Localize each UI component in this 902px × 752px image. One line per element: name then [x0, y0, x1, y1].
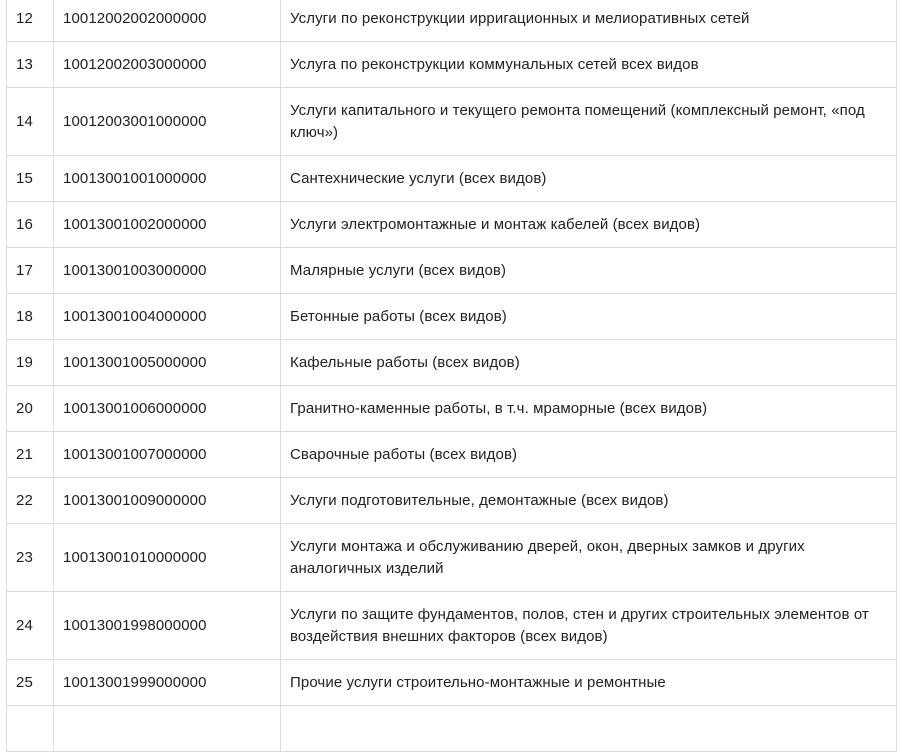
table-row [7, 294, 897, 340]
row-number: 25 [7, 660, 54, 706]
service-code: 10012002003000000 [54, 42, 281, 88]
service-description: Кафельные работы (всех видов) [281, 340, 897, 386]
row-number: 21 [7, 432, 54, 478]
table-row [7, 524, 897, 592]
service-code: 10013001006000000 [54, 386, 281, 432]
table-row [7, 88, 897, 156]
service-code: 10013001004000000 [54, 294, 281, 340]
row-number: 13 [7, 42, 54, 88]
row-number: 24 [7, 592, 54, 660]
table-row [7, 432, 897, 478]
row-number: 16 [7, 202, 54, 248]
service-code: 10013001003000000 [54, 248, 281, 294]
service-description: Прочие услуги строительно-монтажные и ремонтные [281, 660, 897, 706]
service-description: Услуга по реконструкции коммунальных сетей всех видов [281, 42, 897, 88]
service-description: Услуги монтажа и обслуживанию дверей, окон, дверных замков и других аналогичных изделий [281, 524, 897, 592]
row-number: 17 [7, 248, 54, 294]
table-row [7, 156, 897, 202]
service-code: 10013001002000000 [54, 202, 281, 248]
service-description: Услуги по реконструкции ирригационных и мелиоративных сетей [281, 0, 897, 42]
service-code: 10013001998000000 [54, 592, 281, 660]
service-code: 10013001007000000 [54, 432, 281, 478]
table-row [7, 0, 897, 42]
row-number [7, 706, 54, 752]
service-code: 10013001010000000 [54, 524, 281, 592]
service-description: Сварочные работы (всех видов) [281, 432, 897, 478]
service-description: Бетонные работы (всех видов) [281, 294, 897, 340]
service-code: 10013001999000000 [54, 660, 281, 706]
table-row [7, 386, 897, 432]
service-description: Услуги капитального и текущего ремонта помещений (комплексный ремонт, «под ключ») [281, 88, 897, 156]
table-row [7, 478, 897, 524]
service-description: Услуги по защите фундаментов, полов, стен и других строительных элементов от воздействия внешних факторов (всех видов) [281, 592, 897, 660]
service-description: Сантехнические услуги (всех видов) [281, 156, 897, 202]
service-description: Услуги электромонтажные и монтаж кабелей (всех видов) [281, 202, 897, 248]
row-number: 18 [7, 294, 54, 340]
row-number: 14 [7, 88, 54, 156]
row-number: 12 [7, 0, 54, 42]
table-row [7, 340, 897, 386]
service-code: 10013001009000000 [54, 478, 281, 524]
table-row [7, 42, 897, 88]
table-row [7, 660, 897, 706]
service-description: Гранитно-каменные работы, в т.ч. мраморные (всех видов) [281, 386, 897, 432]
service-code: 10012002002000000 [54, 0, 281, 42]
service-code [54, 706, 281, 752]
table-row [7, 248, 897, 294]
row-number: 19 [7, 340, 54, 386]
row-number: 20 [7, 386, 54, 432]
row-number: 15 [7, 156, 54, 202]
row-number: 22 [7, 478, 54, 524]
service-description: Малярные услуги (всех видов) [281, 248, 897, 294]
service-code: 10013001005000000 [54, 340, 281, 386]
service-code: 10012003001000000 [54, 88, 281, 156]
services-table [6, 0, 897, 752]
table-row [7, 706, 897, 752]
row-number: 23 [7, 524, 54, 592]
table-row [7, 592, 897, 660]
table-row [7, 202, 897, 248]
service-description: Услуги подготовительные, демонтажные (всех видов) [281, 478, 897, 524]
service-description [281, 706, 897, 752]
service-code: 10013001001000000 [54, 156, 281, 202]
